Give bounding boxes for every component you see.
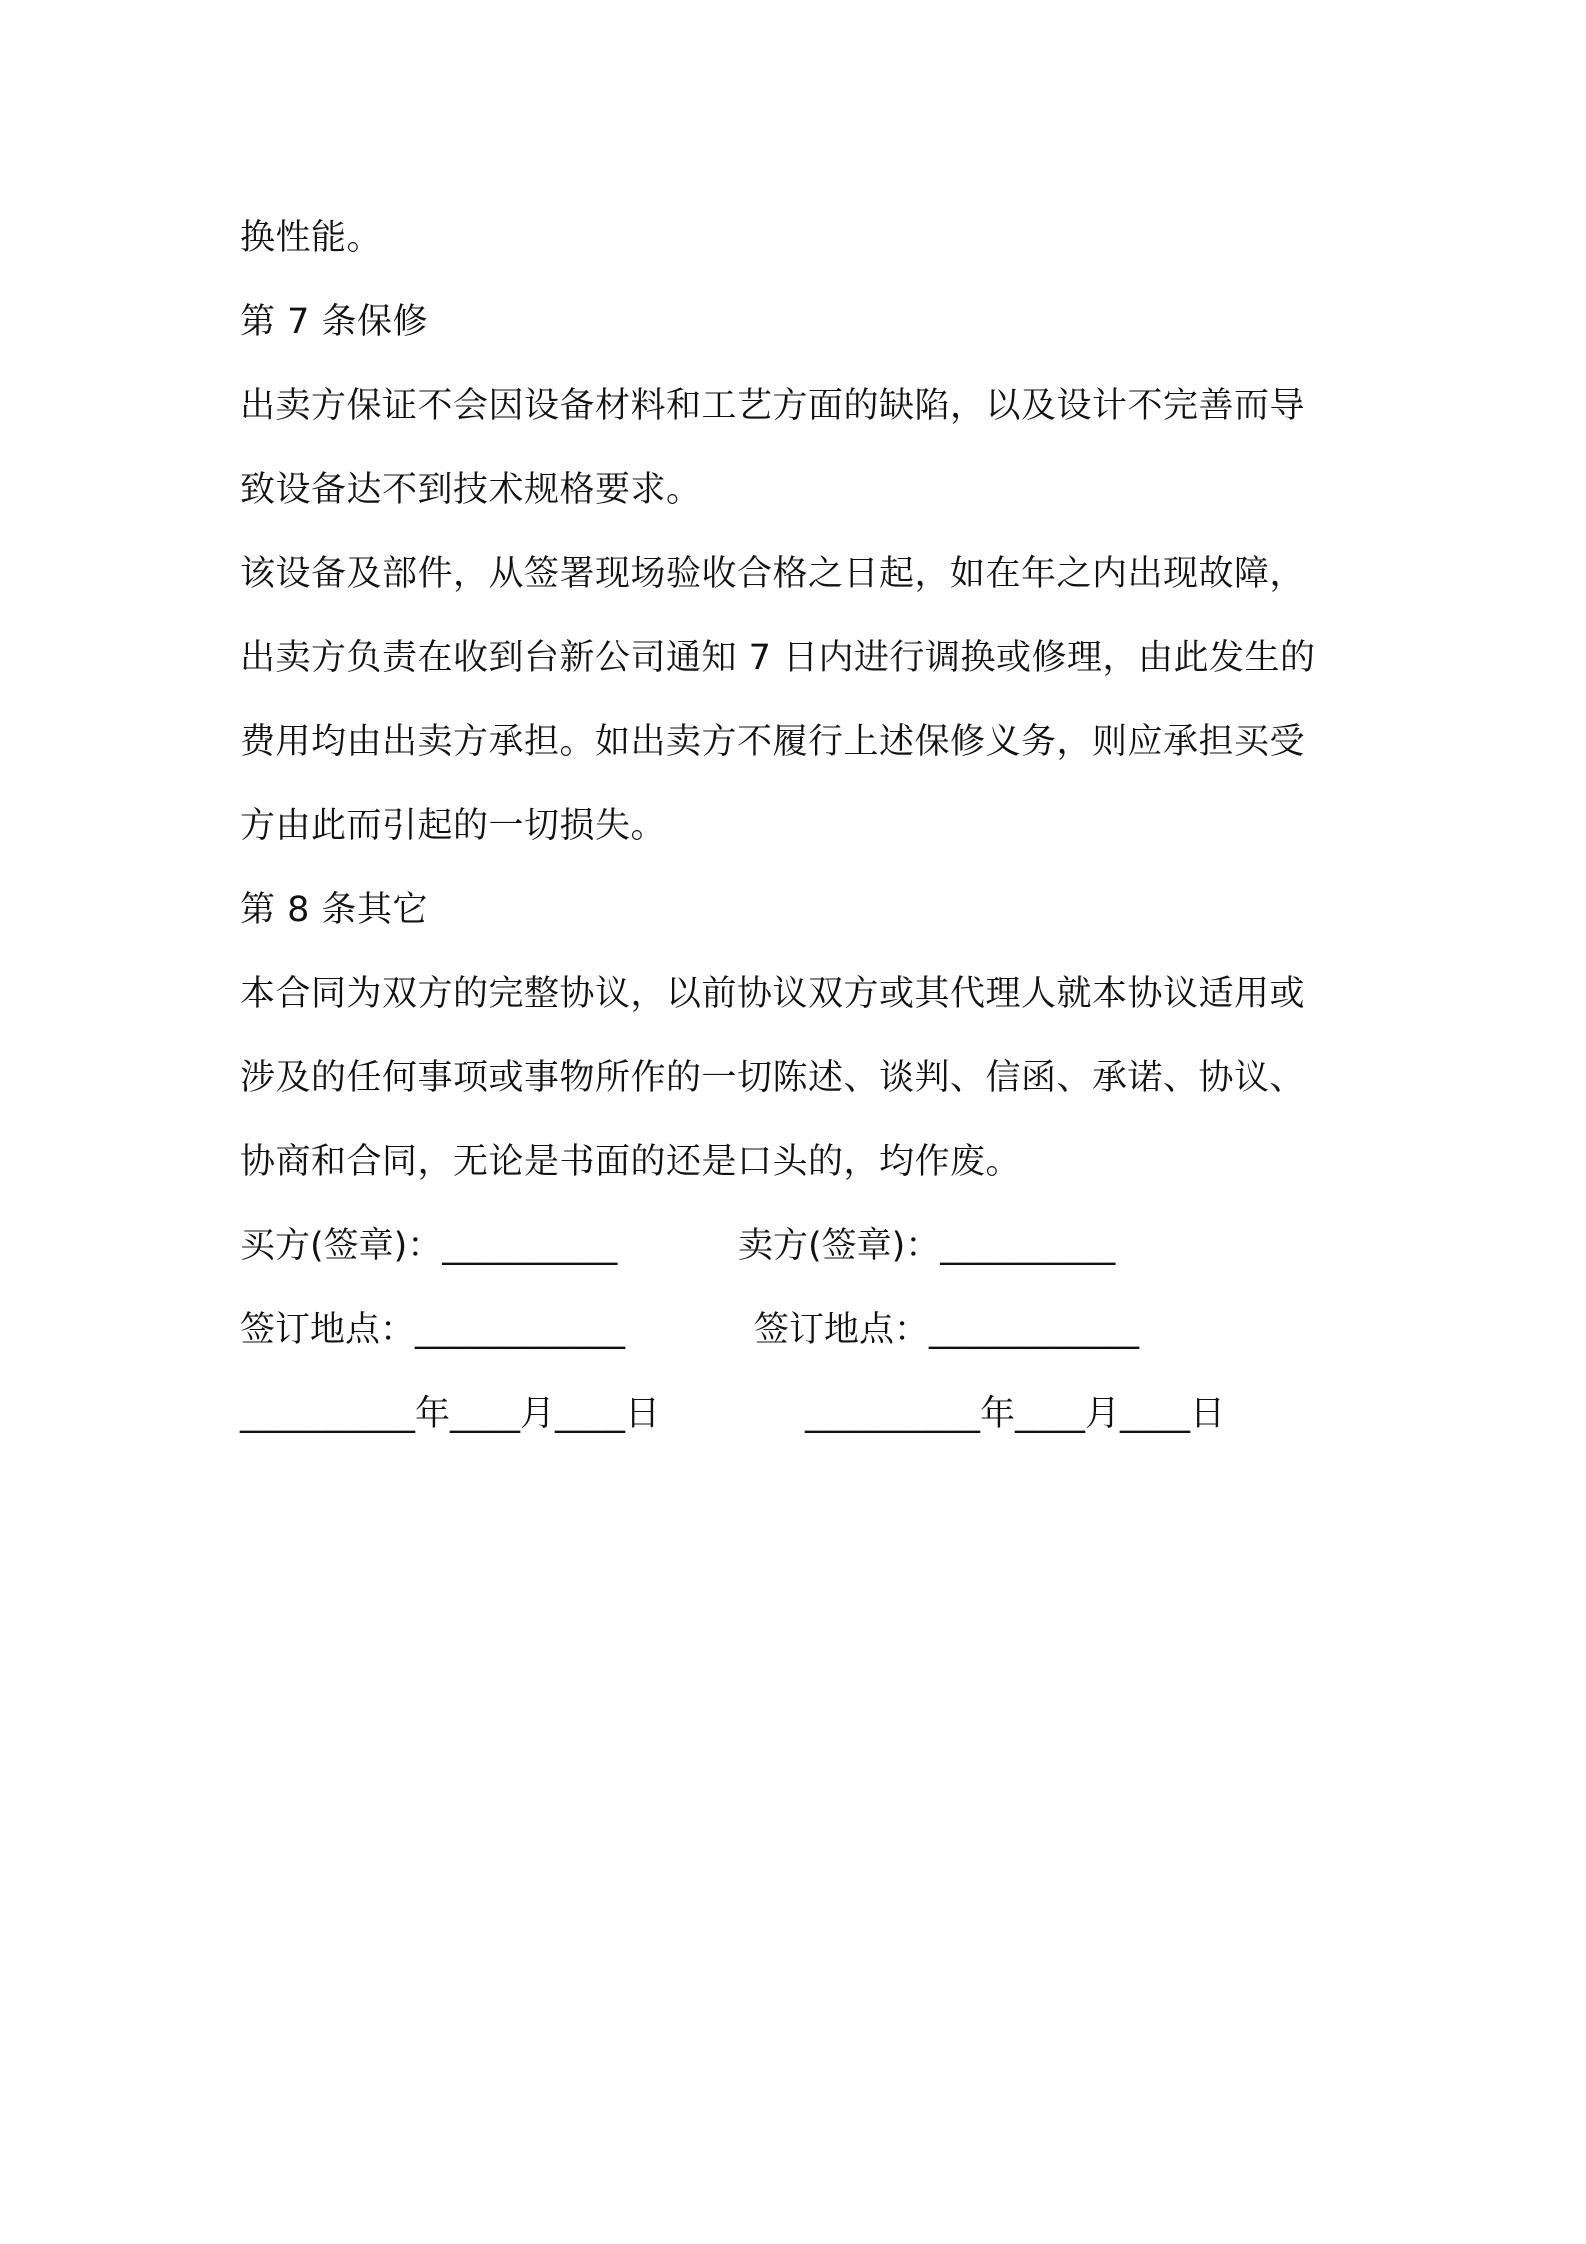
date-right: __________年____月____日 [805, 1394, 1226, 1434]
signature-row [240, 1204, 1360, 1288]
section-heading: 第 8 条其它 [240, 890, 429, 930]
paragraph-line: 该设备及部件，从签署现场验收合格之日起，如在年之内出现故障， [240, 554, 1306, 594]
date-left: __________年____月____日 [240, 1394, 661, 1434]
signing-place-right: 签订地点：____________ [754, 1310, 1140, 1350]
paragraph-line: 协商和合同，无论是书面的还是口头的，均作废。 [240, 1142, 1022, 1182]
paragraph-line: 本合同为双方的完整协议，以前协议双方或其代理人就本协议适用或 [240, 974, 1306, 1014]
paragraph-line: 涉及的任何事项或事物所作的一切陈述、谈判、信函、承诺、协议、 [240, 1058, 1306, 1098]
signing-place-left: 签订地点：____________ [240, 1310, 626, 1350]
paragraph-line: 方由此而引起的一切损失。 [240, 806, 667, 846]
paragraph-line: 出卖方保证不会因设备材料和工艺方面的缺陷，以及设计不完善而导 [240, 386, 1306, 426]
date-row [240, 1372, 1360, 1456]
buyer-signature-field: 买方(签章)：__________ [240, 1226, 618, 1266]
paragraph-line: 换性能。 [240, 218, 383, 258]
section-heading: 第 7 条保修 [240, 302, 429, 342]
paragraph-line: 致设备达不到技术规格要求。 [240, 470, 702, 510]
signing-place-row [240, 1288, 1360, 1372]
paragraph-line: 费用均由出卖方承担。如出卖方不履行上述保修义务，则应承担买受 [240, 722, 1306, 762]
seller-signature-field: 卖方(签章)：__________ [738, 1226, 1116, 1266]
paragraph-line: 出卖方负责在收到台新公司通知 7 日内进行调换或修理，由此发生的 [240, 638, 1316, 678]
document-body [240, 196, 1360, 1456]
